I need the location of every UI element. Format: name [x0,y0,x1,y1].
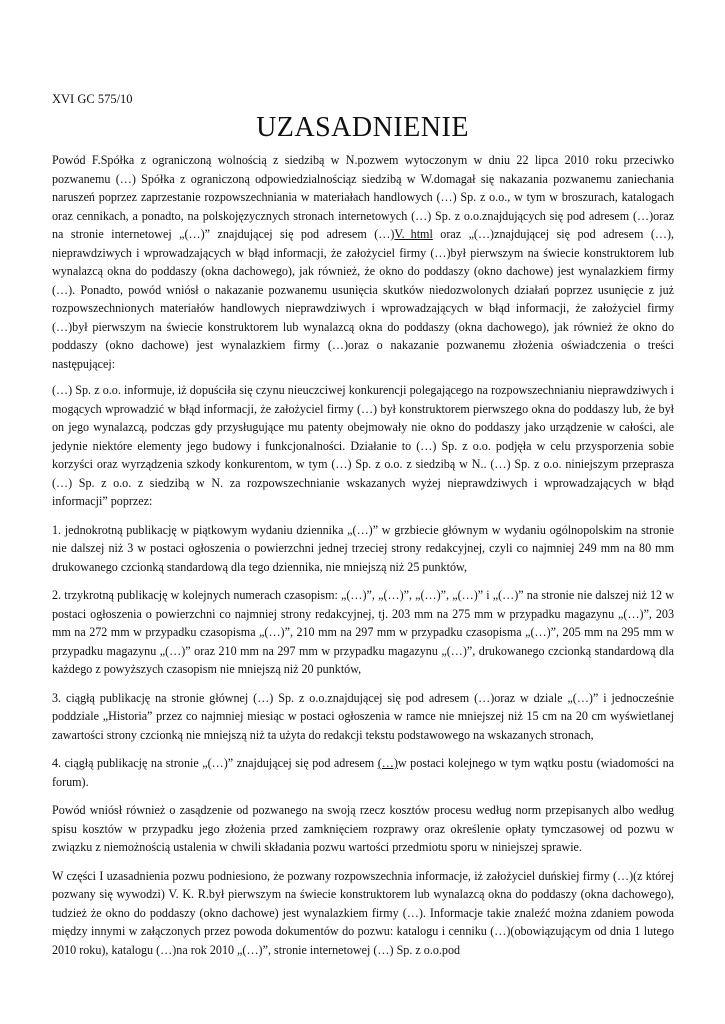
document-title: UZASADNIENIE [256,112,469,143]
item-4-address-link[interactable]: (…) [377,756,398,770]
paragraph-costs: Powód wniósł również o zasądzenie od pozwanego na swoją rzecz kosztów procesu według norm przepisanych albo według spisu kosztów w przypadku jego złożenia przed zamknięciem rozprawy oraz określenie opłaty tymczasowej od pozwu w związku z niemożnością ustalenia w chwili składania pozwu wartości przedmiotu sporu w niniejszej sprawie. [52,803,674,854]
url-link[interactable]: V._html [394,227,433,241]
paragraph-intro-text: Powód F.Spółka z ograniczoną wolnością z siedzibą w N.pozwem wytoczonym w dniu 22 lipca 2010 roku przeciwko pozwanemu (…) Spółka z ograniczoną odpowiedzialnościąz siedzibą w W.domagał się nakazania pozwanemu zaniechania naruszeń poprzez zaprzestanie rozpowszechniania w materiałach handlowych (…) Sp. z o.o., w tym w broszurach, katalogach oraz cennikach, a ponadto, na polskojęzycznych stronach internetowych (…) Sp. z o.o.znajdujących się pod adresem (…)oraz na stronie internetowej „(…)” znajdującej się pod adresem (…) [52,153,674,241]
paragraph-intro [52,151,674,373]
item-4-suffix: w postaci kolejnego w tym wątku postu (wiadomości na forum). [52,756,674,789]
paragraph-item-2: 2. trzykrotną publikację w kolejnych numerach czasopism: „(…)”, „(…)”, „(…)”, „(…)” i „(…)” na stronie nie dalszej niż 12 w postaci ogłoszenia o powierzchni co najmniej strony redakcyjnej, tj. 203 mm na 275 mm w przypadku magazynu „(…)”, 203 mm na 272 mm w przypadku czasopisma „(…)”, 210 mm na 297 mm w przypadku czasopisma „(…)”, 205 mm na 295 mm w przypadku magazynu „(…)” oraz 210 mm na 297 mm w przypadku magazynu „(…)”, drukowanego czcionką standardową dla każdego z powyższych czasopism nie mniejszą niż 20 punktów, [52,588,674,676]
paragraph-item-3: 3. ciągłą publikację na stronie głównej (…) Sp. z o.o.znajdującej się pod adresem (…)oraz w dziale „(…)” i jednocześnie poddziale „Historia” przez co najmniej miesiąc w postaci ogłoszenia w ramce nie mniejszej niż 15 cm na 20 cm wyświetlanej zawartości strony czcionką nie mniejszą niż ta użyta do redakcji tekstu podstawowego na wskazanych stronach, [52,690,674,742]
item-4-prefix: 4. ciągłą publikację na stronie „(…)” znajdującej się pod adresem [52,756,375,770]
paragraph-part-one: W części I uzasadnienia pozwu podniesiono, że pozwany rozpowszechnia informacje, iż założyciel duńskiej firmy (…)(z której pozwany się wywodzi) V. K. R.był pierwszym na świecie konstruktorem lub wynalazcą okna do poddaszy (okna dachowego), tudzież że okno do poddaszy (okno dachowe) jest wynalazkiem firmy (…). Informacje takie znaleźć można zdaniem powoda między innymi w załączonych przez powoda dokumentów do pozwu: katalogu i cenniku (…)(obowiązującym od dnia 1 lutego 2010 roku), katalogu (…)na rok 2010 „(…)”, stronie internetowej (…) Sp. z o.o.pod [52,868,674,957]
paragraph-item-4 [52,754,674,791]
paragraph-statement: (…) Sp. z o.o. informuje, iż dopuściła się czynu nieuczciwej konkurencji polegającego na rozpowszechnianiu nieprawdziwych i mogących wprowadzić w błąd informacji, że założyciel firmy (…) był konstruktorem pierwszego okna do poddaszy lub, że był on jego wynalazcą, podczas gdy przysługujące mu patenty obejmowały nie okno do poddaszy jako urządzenie w całości, ale jedynie niektóre elementy jego budowy i funkcjonalności. Działanie to (…) Sp. z o.o. podjęła w celu przysporzenia sobie korzyści oraz wyrządzenia szkody konkurentom, w tym (…) Sp. z o.o. z siedzibą w N.. (…) Sp. z o.o. niniejszym przeprasza (…) Sp. z o.o. z siedzibą w N. za rozpowszechnianie wskazanych wyżej nieprawdziwych i wprowadzających w błąd informacji” poprzez: [52,383,674,508]
case-number: XVI GC 575/10 [52,92,133,106]
document-body [52,151,674,969]
paragraph-item-1: 1. jednokrotną publikację w piątkowym wydaniu dziennika „(…)” w grzbiecie głównym w wydaniu ogólnopolskim na stronie nie dalszej niż 3 w postaci ogłoszenia o powierzchni jednej trzeciej strony redakcyjnej, czyli co najmniej 249 mm na 80 mm drukowanego czcionką standardową dla tego dziennika, nie mniejszą niż 25 punktów, [52,522,674,574]
paragraph-intro-cont: oraz „(…)znajdującej się pod adresem (…), nieprawdziwych i wprowadzających w błąd informacji, że założyciel firmy (…)był pierwszym na świecie konstruktorem lub wynalazcą okna do poddaszy (okna dachowego), jak również, że okno do poddaszy (okno dachowe) jest wynalazkiem firmy (…). Ponadto, powód wniósł o nakazanie pozwanemu usunięcia skutków niedozwolonych działań poprzez usunięcie z już rozpowszechnionych materiałów handlowych nieprawdziwych i wprowadzających w błąd informacji, że założyciel firmy (…)był pierwszym na świecie konstruktorem lub wynalazcą okna do poddaszy (okna dachowego), jak również że okno do poddaszy (okno dachowe) jest wynalazkiem firmy (…)oraz o nakazanie pozwanemu złożenia oświadczenia o treści następującej: [52,227,675,371]
